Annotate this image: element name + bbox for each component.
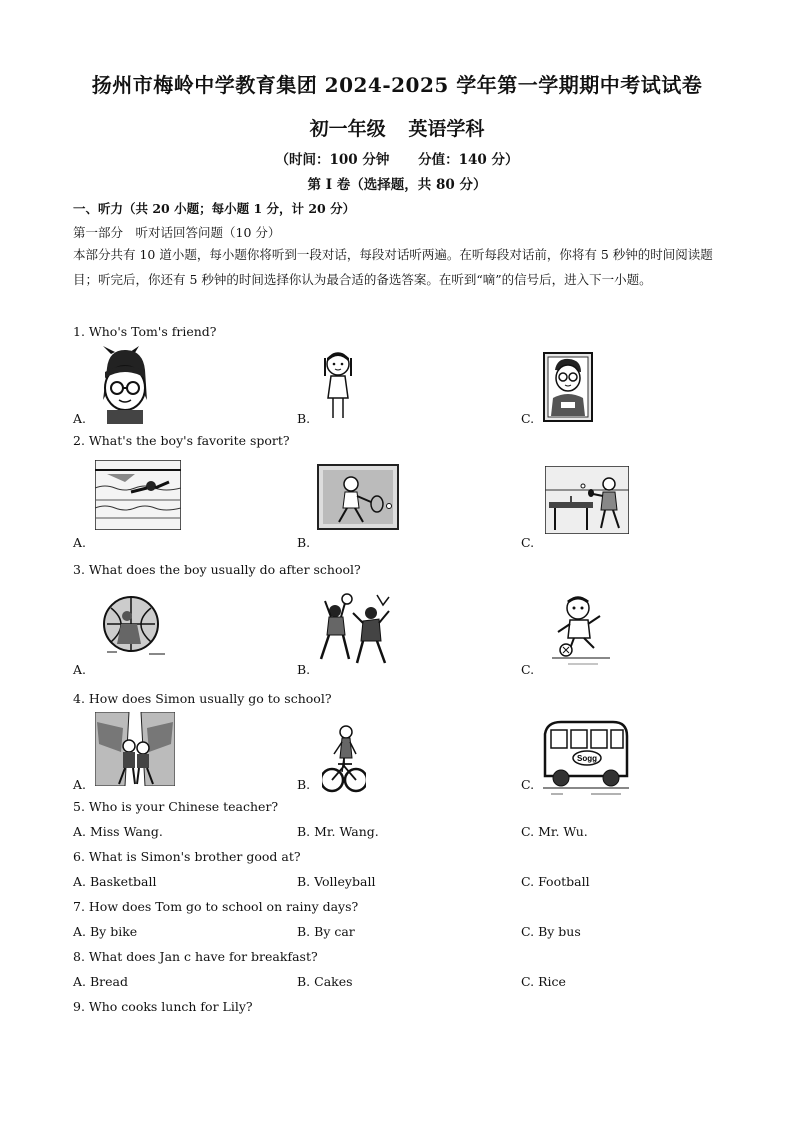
question-1: 1. Who's Tom's friend? xyxy=(73,324,217,339)
question-5: 5. Who is your Chinese teacher? xyxy=(73,799,279,814)
q2-option-a: A. xyxy=(73,535,87,550)
q3-option-b: B. xyxy=(297,662,311,677)
q1-picture-a xyxy=(93,344,157,424)
q7-option-b: B. By car xyxy=(297,924,355,939)
exam-meta xyxy=(0,148,794,168)
question-2: 2. What's the boy's favorite sport? xyxy=(73,433,290,448)
q1-option-b: B. xyxy=(297,411,311,426)
q6-option-b: B. Volleyball xyxy=(297,874,376,889)
q2-picture-b xyxy=(317,464,399,530)
q6-option-c: C. Football xyxy=(521,874,590,889)
q4-option-c: C. xyxy=(521,777,535,792)
bus-sign-text: Sogg xyxy=(577,754,597,763)
exam-title: 扬州市梅岭中学教育集团 2024-2025 学年第一学期期中考试试卷 xyxy=(91,73,703,97)
q3-option-c: C. xyxy=(521,662,535,677)
q4-picture-b xyxy=(322,724,366,794)
question-9: 9. Who cooks lunch for Lily? xyxy=(73,999,253,1014)
q4-picture-a xyxy=(95,712,175,786)
q4-option-a: A. xyxy=(73,777,87,792)
time-info: （时间：100 分钟 xyxy=(275,152,390,168)
grade-subject xyxy=(0,114,794,141)
q5-option-b: B. Mr. Wang. xyxy=(297,824,379,839)
question-3: 3. What does the boy usually do after school? xyxy=(73,562,361,577)
q4-picture-c xyxy=(541,716,631,800)
q6-option-a: A. Basketball xyxy=(73,874,157,889)
question-4: 4. How does Simon usually go to school? xyxy=(73,691,332,706)
q7-option-a: A. By bike xyxy=(73,924,138,939)
question-7: 7. How does Tom go to school on rainy days? xyxy=(73,899,359,914)
q8-option-c: C. Rice xyxy=(521,974,566,989)
q2-option-b: B. xyxy=(297,535,311,550)
q7-option-c: C. By bus xyxy=(521,924,581,939)
q1-picture-b xyxy=(320,350,356,422)
q8-option-a: A. Bread xyxy=(73,974,128,989)
question-6: 6. What is Simon's brother good at? xyxy=(73,849,301,864)
q5-option-c: C. Mr. Wu. xyxy=(521,824,588,839)
q2-picture-a xyxy=(95,460,181,530)
q1-picture-c xyxy=(543,352,593,422)
q4-option-b: B. xyxy=(297,777,311,792)
q3-picture-b xyxy=(315,591,397,667)
part-heading: 第一部分 听对话回答问题（10 分） xyxy=(73,225,281,240)
score-info: 分值：140 分） xyxy=(418,152,519,168)
q1-option-a: A. xyxy=(73,411,87,426)
q8-option-b: B. Cakes xyxy=(297,974,353,989)
question-8: 8. What does Jan c have for breakfast? xyxy=(73,949,318,964)
q1-option-c: C. xyxy=(521,411,535,426)
q2-picture-c xyxy=(545,466,629,534)
volume-title: 第 I 卷（选择题，共 80 分） xyxy=(307,177,487,193)
q3-option-a: A. xyxy=(73,662,87,677)
section-heading: 一、听力（共 20 小题；每小题 1 分，计 20 分） xyxy=(73,201,356,216)
q2-option-c: C. xyxy=(521,535,535,550)
instructions: 本部分共有 10 道小题，每小题你将听到一段对话，每段对话听两遍。在听每段对话前，你将有 5 秒钟的时间阅读题目；听完后，你还有 5 秒钟的时间选择你认为最合适的备选答案。在听到“嘀”的信号后，进入下一小题。 xyxy=(73,247,713,287)
subject-label: 英语学科 xyxy=(408,118,485,140)
q5-option-a: A. Miss Wang. xyxy=(73,824,163,839)
q3-picture-a xyxy=(97,594,167,656)
q3-picture-c xyxy=(548,594,614,666)
grade-label: 初一年级 xyxy=(309,118,386,140)
